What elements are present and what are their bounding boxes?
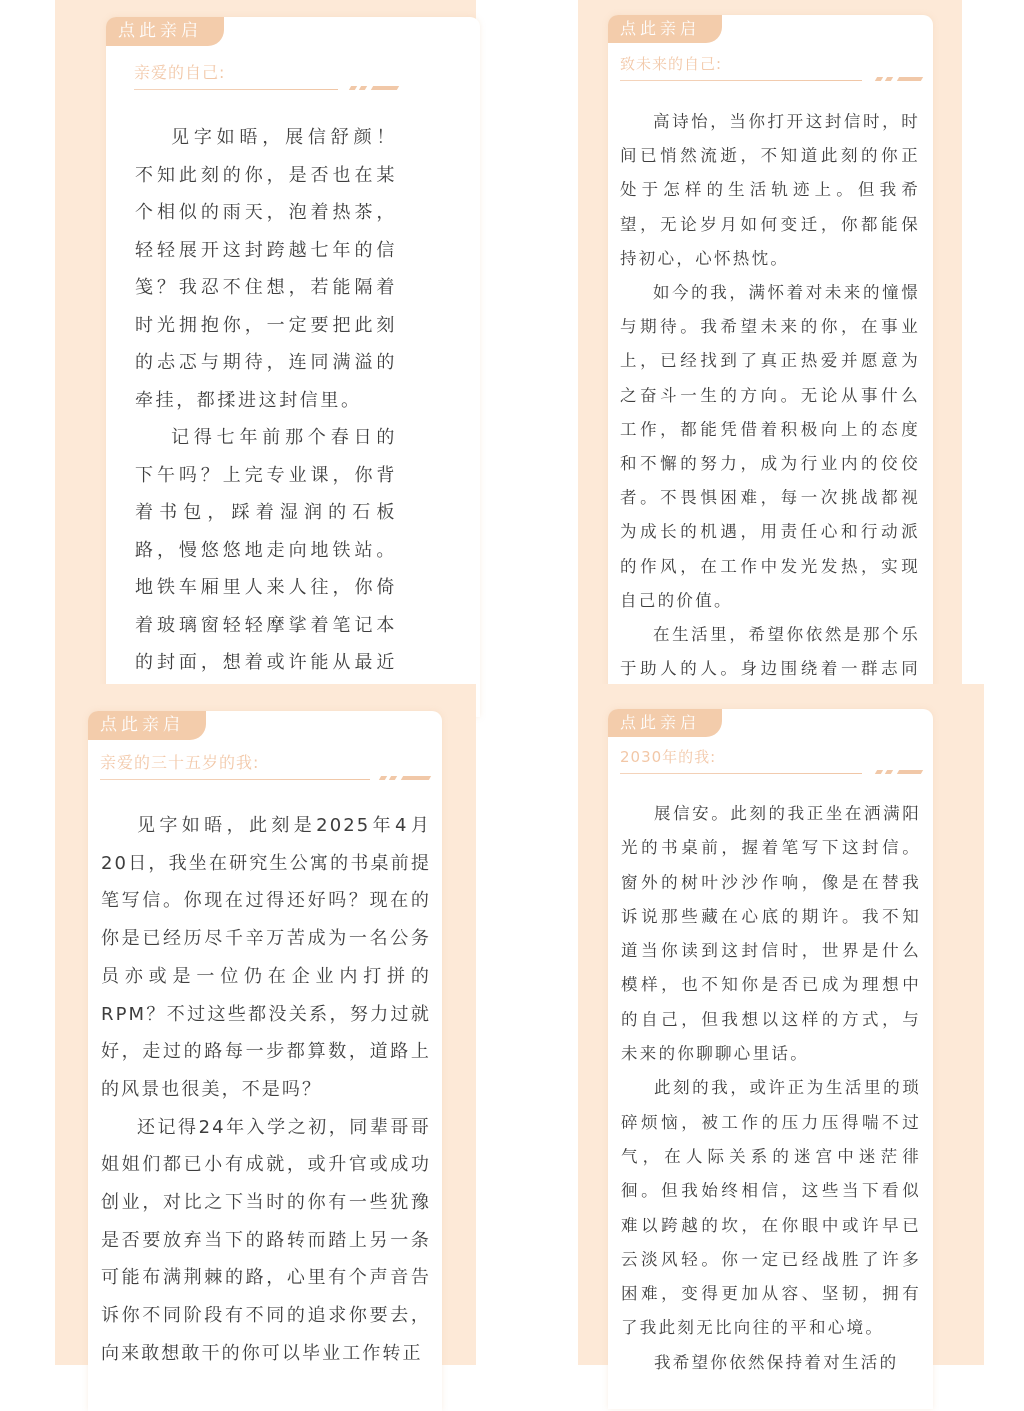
paragraph: 我希望你依然保持着对生活的 xyxy=(654,1352,899,1372)
open-here-tag[interactable]: 点此亲启 xyxy=(88,711,206,740)
letter-panel-4 xyxy=(578,684,984,1372)
paragraph: 此刻的我，或许正为生活里的琐碎烦恼，被工作的压力压得喘不过气，在人际关系的迷宫中迷茫徘徊。但我始终相信，这些当下看似难以跨越的坎，在你眼中或许早已云淡风轻。你一定已经战胜了许多困难，变得更加从容、坚韧，拥有了我此刻无比向往的平和心境。 xyxy=(621,1078,921,1338)
paragraph: 在生活里，希望你依然是那个乐于助人的人。身边围绕着一群志同 xyxy=(620,625,920,679)
letter-body xyxy=(620,105,920,755)
letter-card-3 xyxy=(88,711,442,1411)
open-here-tag[interactable]: 点此亲启 xyxy=(106,17,224,46)
open-here-tag[interactable]: 点此亲启 xyxy=(608,15,722,43)
paragraph: 还记得24年入学之初，同辈哥哥姐姐们都已小有成就，或升官或成功创业，对比之下当时的你有一些犹豫是否要放弃当下的路转而踏上另一条可能布满荆棘的路，心里有个声音告诉你不同阶段有不同的追求你要去，向来敢想敢干的你可以毕业工作转正 xyxy=(101,1116,431,1364)
divider-rule xyxy=(620,767,922,779)
letter-body xyxy=(621,797,921,1380)
letter-card-2 xyxy=(608,15,933,715)
divider-rule xyxy=(620,74,922,86)
letter-card-1 xyxy=(106,17,480,717)
letter-greeting: 致未来的自己: xyxy=(620,55,723,73)
paragraph: 记得七年前那个春日的下午吗？上完专业课，你背着书包，踩着湿润的石板路，慢悠悠地走向地铁站。地铁车厢里人来人往，你倚着玻璃窗轻轻摩挲着笔记本的封面，想着或许能从最近 xyxy=(135,427,397,673)
letter-panel-1 xyxy=(55,0,476,684)
letter-body xyxy=(101,807,431,1373)
letter-panel-2 xyxy=(578,0,962,684)
letter-greeting: 亲爱的自己: xyxy=(134,63,226,82)
letter-card-4 xyxy=(608,709,933,1409)
letter-greeting: 亲爱的三十五岁的我: xyxy=(100,753,260,772)
paragraph: 见字如晤，展信舒颜！不知此刻的你，是否也在某个相似的雨天，泡着热茶，轻轻展开这封跨越七年的信笺？我忍不住想，若能隔着时光拥抱你，一定要把此刻的忐忑与期待，连同满溢的牵挂，都揉进这封信里。 xyxy=(135,127,397,411)
paragraph: 高诗怡，当你打开这封信时，时间已悄然流逝，不知道此刻的你正处于怎样的生活轨迹上。但我希望，无论岁月如何变迁，你都能保持初心，心怀热忱。 xyxy=(620,112,920,268)
divider-rule xyxy=(134,83,398,95)
paragraph: 如今的我，满怀着对未来的憧憬与期待。我希望未来的你，在事业上，已经找到了真正热爱并愿意为之奋斗一生的方向。无论从事什么工作，都能凭借着积极向上的态度和不懈的努力，成为行业内的佼佼者。不畏惧困难，每一次挑战都视为成长的机遇，用责任心和行动派的作风，在工作中发光发热，实现自己的价值。 xyxy=(620,283,920,610)
paragraph: 展信安。此刻的我正坐在洒满阳光的书桌前，握着笔写下这封信。窗外的树叶沙沙作响，像是在替我诉说那些藏在心底的期许。我不知道当你读到这封信时，世界是什么模样，也不知你是否已成为理想中的自己，但我想以这样的方式，与未来的你聊聊心里话。 xyxy=(621,804,921,1064)
letter-panel-3 xyxy=(55,684,476,1365)
paragraph: 见字如晤，此刻是2025年4月20日，我坐在研究生公寓的书桌前提笔写信。你现在过得还好吗？现在的你是已经历尽千辛万苦成为一名公务员亦或是一位仍在企业内打拼的RPM？不过这些都没关系，努力过就好，走过的路每一步都算数，道路上的风景也很美，不是吗？ xyxy=(101,815,431,1100)
open-here-tag[interactable]: 点此亲启 xyxy=(608,709,722,737)
divider-rule xyxy=(100,773,430,785)
letter-greeting: 2030年的我: xyxy=(620,748,717,766)
letter-body xyxy=(135,119,397,719)
